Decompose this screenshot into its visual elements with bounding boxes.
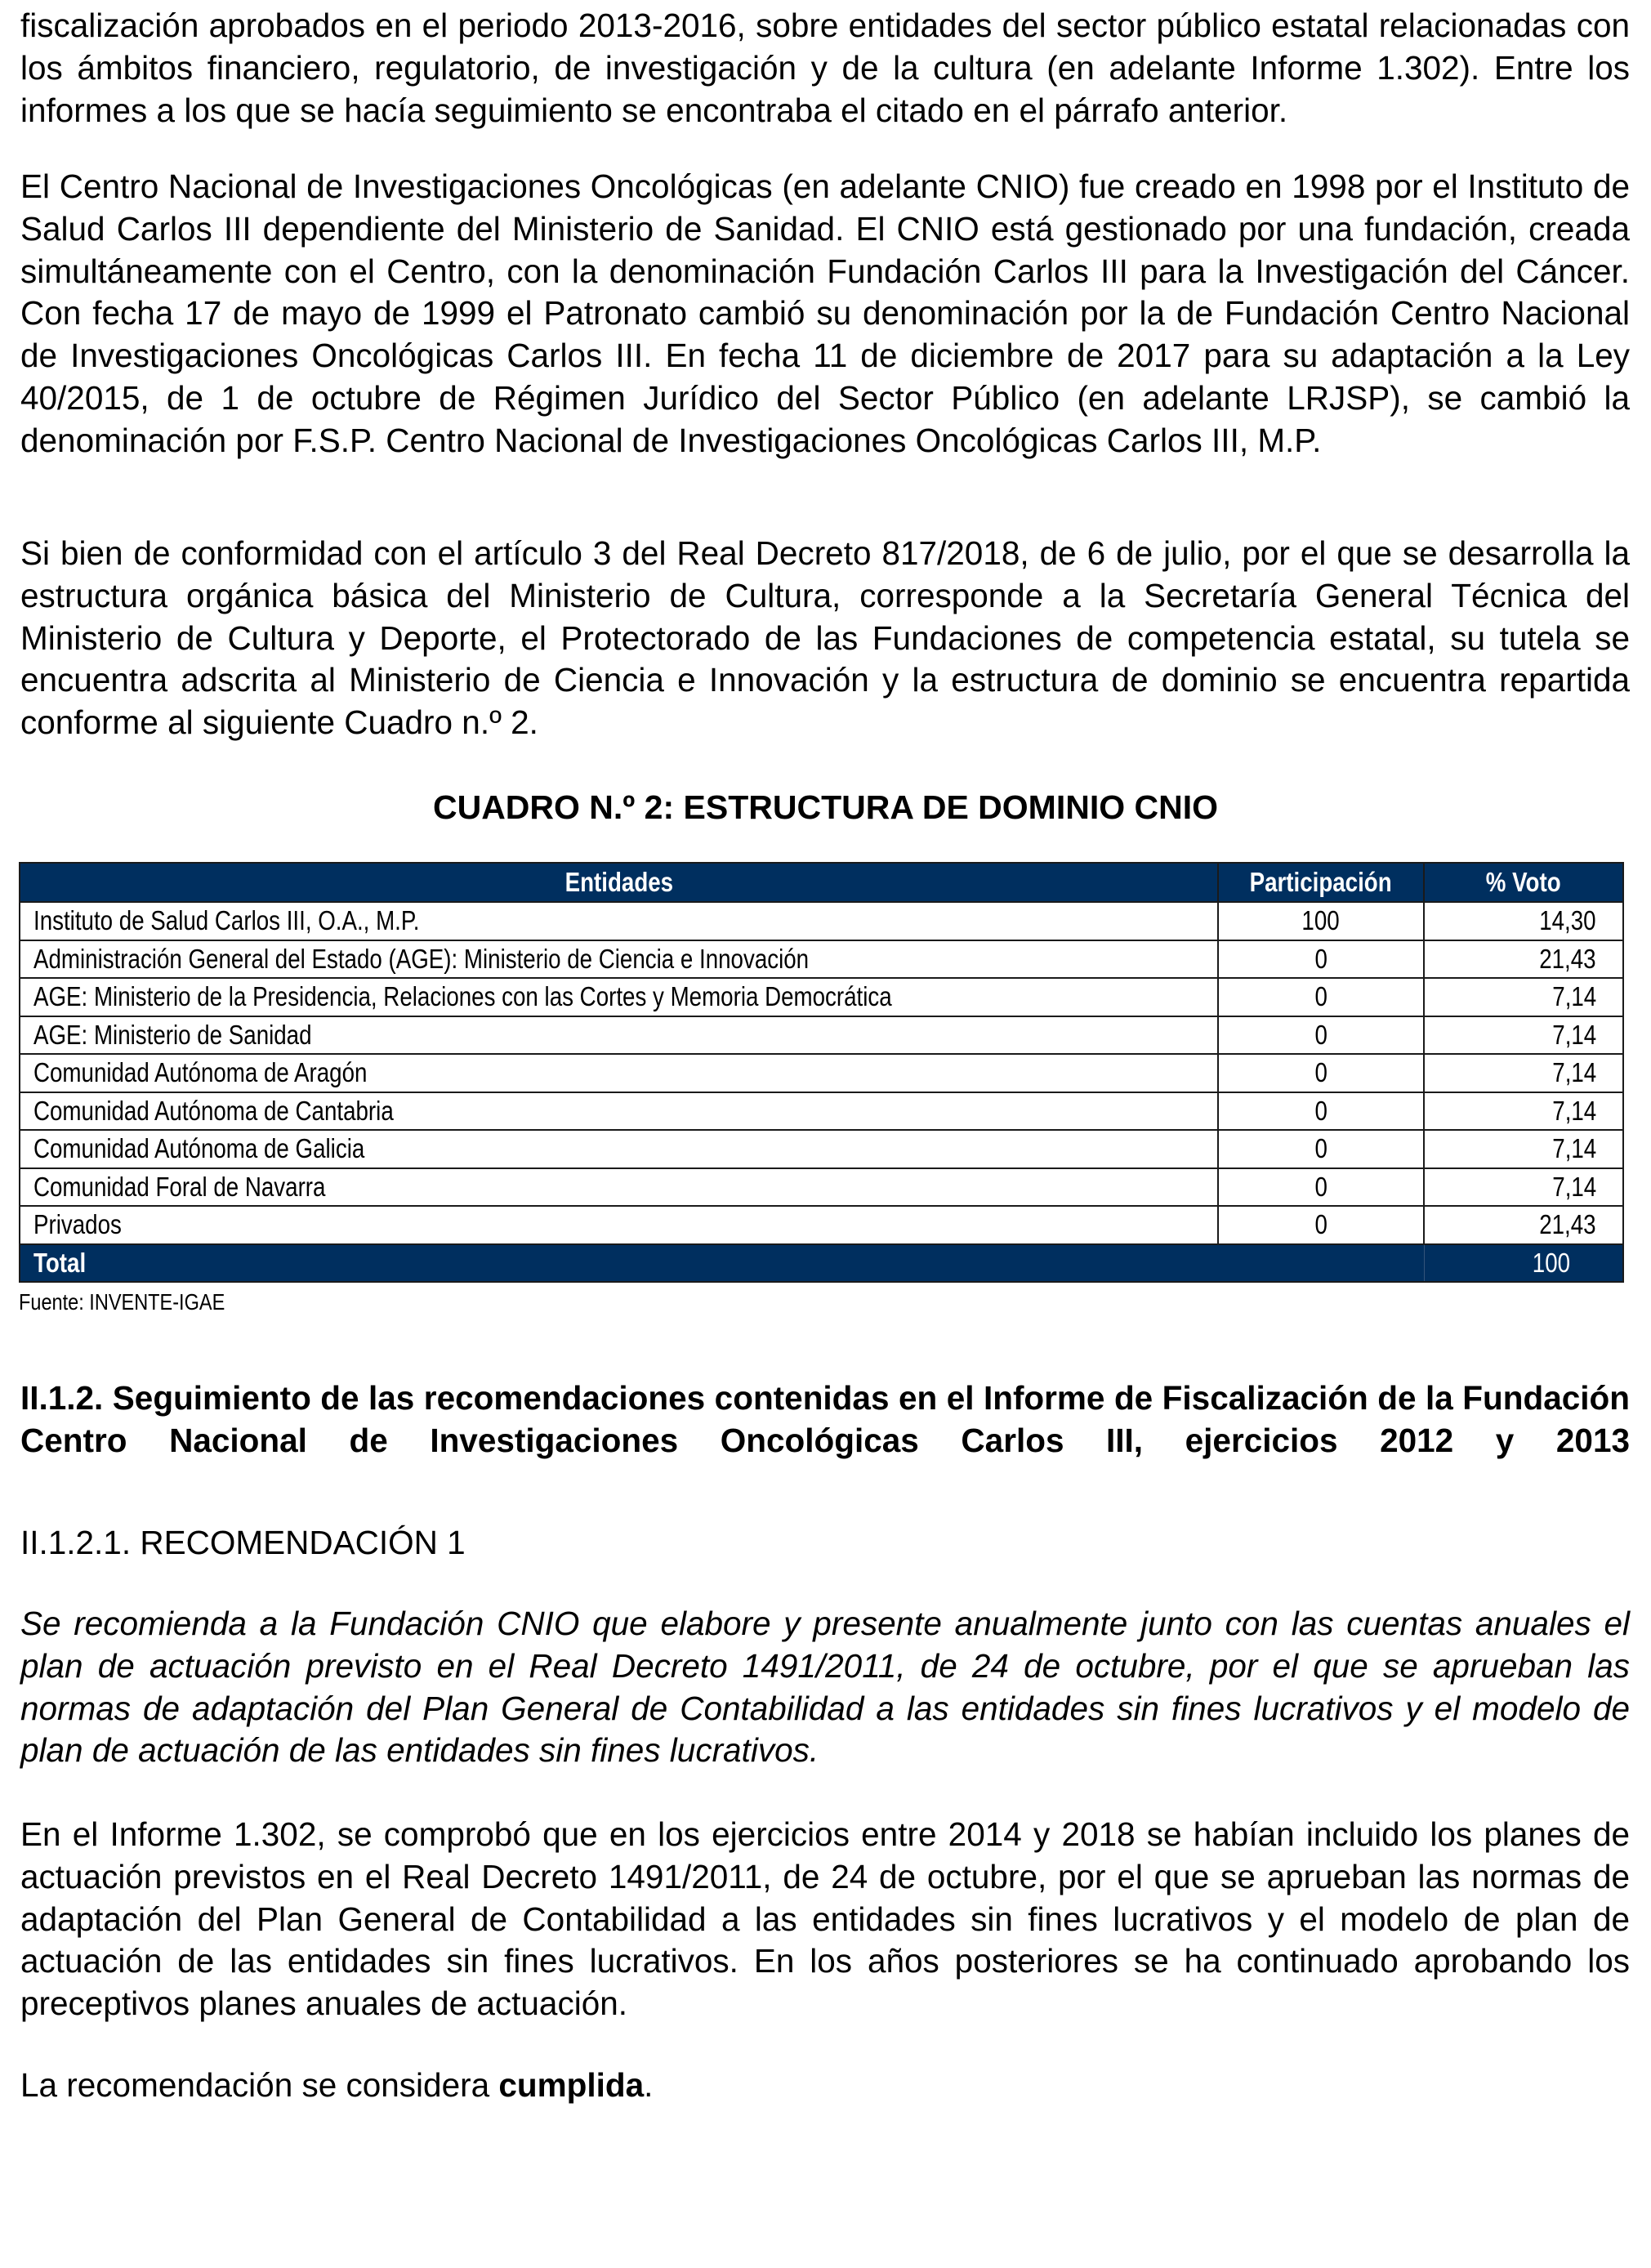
conclusion-suffix: . (644, 2066, 654, 2104)
cell-voto: 7,14 (1552, 1057, 1596, 1088)
cell-participacion: 0 (1314, 1171, 1327, 1202)
paragraph-cnio-history: El Centro Nacional de Investigaciones Oncológicas (en adelante CNIO) fue creado en 1998 por el Instituto de Salud Carlos III dependiente del Ministerio de Sanidad. El CNIO está gestionado por una fundación, creada simultáneamente con el Centro, con la denominación Fundación Carlos III para la Investigación del Cáncer. Con fecha 17 de mayo de 1999 el Patronato cambió su denominación por la de Fundación Centro Nacional de Investigaciones Oncológicas Carlos III. En fecha 11 de diciembre de 2017 para su adaptación a la Ley 40/2015, de 1 de octubre de Régimen Jurídico del Sector Público (en adelante LRJSP), se cambió la denominación por F.S.P. Centro Nacional de Investigaciones Oncológicas Carlos III, M.P. (20, 167, 1630, 459)
recommendation-heading: II.1.2.1. RECOMENDACIÓN 1 (20, 1524, 466, 1561)
cell-entidad: Privados (33, 1209, 122, 1240)
column-header-entidades: Entidades (20, 863, 1218, 902)
conclusion-prefix: La recomendación se considera (20, 2066, 499, 2104)
cell-entidad: AGE: Ministerio de Sanidad (33, 1019, 312, 1050)
table-row (20, 1130, 1623, 1168)
table-row (20, 1206, 1623, 1244)
total-voto: 100 (1533, 1247, 1571, 1278)
cell-voto: 7,14 (1552, 1019, 1596, 1050)
paragraph-informe-1302: fiscalización aprobados en el periodo 2013-2016, sobre entidades del sector público estatal relacionadas con los ámbitos financiero, regulatorio, de investigación y de la cultura (en adelante Informe 1.302). Entre los informes a los que se hacía seguimiento se encontraba el citado en el párrafo anterior. (20, 7, 1630, 129)
cell-entidad: Comunidad Autónoma de Cantabria (33, 1095, 394, 1126)
table-row (20, 902, 1623, 940)
cell-participacion: 0 (1314, 1057, 1327, 1088)
conclusion-status: cumplida (498, 2066, 645, 2104)
column-header-participacion: Participación (1218, 863, 1424, 902)
table-row (20, 1168, 1623, 1207)
cell-voto: 7,14 (1552, 1133, 1596, 1164)
cell-entidad: Instituto de Salud Carlos III, O.A., M.P. (33, 905, 420, 936)
cell-participacion: 0 (1314, 1133, 1327, 1164)
cell-voto: 7,14 (1552, 1095, 1596, 1126)
cell-entidad: Comunidad Autónoma de Galicia (33, 1133, 365, 1164)
table-row (20, 978, 1623, 1016)
section-heading: II.1.2. Seguimiento de las recomendaciones contenidas en el Informe de Fiscalización de la Fundación Centro Nacional de Investigaciones Oncológicas Carlos III, ejercicios 2012 y 2013 (20, 1379, 1630, 1459)
total-label: Total (33, 1247, 87, 1278)
table-row (20, 940, 1623, 979)
cell-voto: 7,14 (1552, 1171, 1596, 1202)
cell-voto: 14,30 (1539, 905, 1596, 936)
table-header-row (20, 863, 1623, 902)
cell-voto: 21,43 (1539, 943, 1596, 974)
table-total-row (20, 1244, 1623, 1283)
cell-participacion: 0 (1314, 943, 1327, 974)
table-row (20, 1092, 1623, 1131)
cell-participacion: 0 (1314, 981, 1327, 1012)
finding-paragraph: En el Informe 1.302, se comprobó que en los ejercicios entre 2014 y 2018 se habían incluido los planes de actuación previstos en el Real Decreto 1491/2011, de 24 de octubre, por el que se aprueban las normas de adaptación del Plan General de Contabilidad a las entidades sin fines lucrativos y el modelo de plan de actuación de las entidades sin fines lucrativos. En los años posteriores se ha continuado aprobando los preceptivos planes anuales de actuación. (20, 1815, 1630, 2023)
dominio-table (19, 862, 1624, 1283)
table-row (20, 1054, 1623, 1092)
cell-entidad: Comunidad Foral de Navarra (33, 1171, 326, 1202)
paragraph-tutela: Si bien de conformidad con el artículo 3 del Real Decreto 817/2018, de 6 de julio, por el que se desarrolla la estructura orgánica básica del Ministerio de Cultura, corresponde a la Secretaría General Técnica del Ministerio de Cultura y Deporte, el Protectorado de las Fundaciones de competencia estatal, su tutela se encuentra adscrita al Ministerio de Ciencia e Innovación y la estructura de dominio se encuentra repartida conforme al siguiente Cuadro n.º 2. (20, 534, 1630, 742)
table-title: CUADRO N.º 2: ESTRUCTURA DE DOMINIO CNIO (432, 788, 1219, 826)
cell-participacion: 0 (1314, 1209, 1327, 1240)
conclusion-paragraph (20, 2065, 1630, 2107)
cell-participacion: 0 (1314, 1095, 1327, 1126)
cell-participacion: 0 (1314, 1019, 1327, 1050)
cell-entidad: Comunidad Autónoma de Aragón (33, 1057, 368, 1088)
table-source: Fuente: INVENTE-IGAE (19, 1289, 225, 1315)
cell-voto: 21,43 (1539, 1209, 1596, 1240)
cell-participacion: 100 (1301, 905, 1341, 936)
cell-entidad: AGE: Ministerio de la Presidencia, Relaciones con las Cortes y Memoria Democrática (33, 981, 892, 1012)
cell-voto: 7,14 (1552, 981, 1596, 1012)
cell-entidad: Administración General del Estado (AGE): Ministerio de Ciencia e Innovación (33, 943, 810, 974)
column-header-voto: % Voto (1424, 863, 1623, 902)
recommendation-text: Se recomienda a la Fundación CNIO que elabore y presente anualmente junto con las cuentas anuales el plan de actuación previsto en el Real Decreto 1491/2011, de 24 de octubre, por el que se aprueban las normas de adaptación del Plan General de Contabilidad a las entidades sin fines lucrativos y el modelo de plan de actuación de las entidades sin fines lucrativos. (20, 1605, 1630, 1770)
table-row (20, 1016, 1623, 1055)
